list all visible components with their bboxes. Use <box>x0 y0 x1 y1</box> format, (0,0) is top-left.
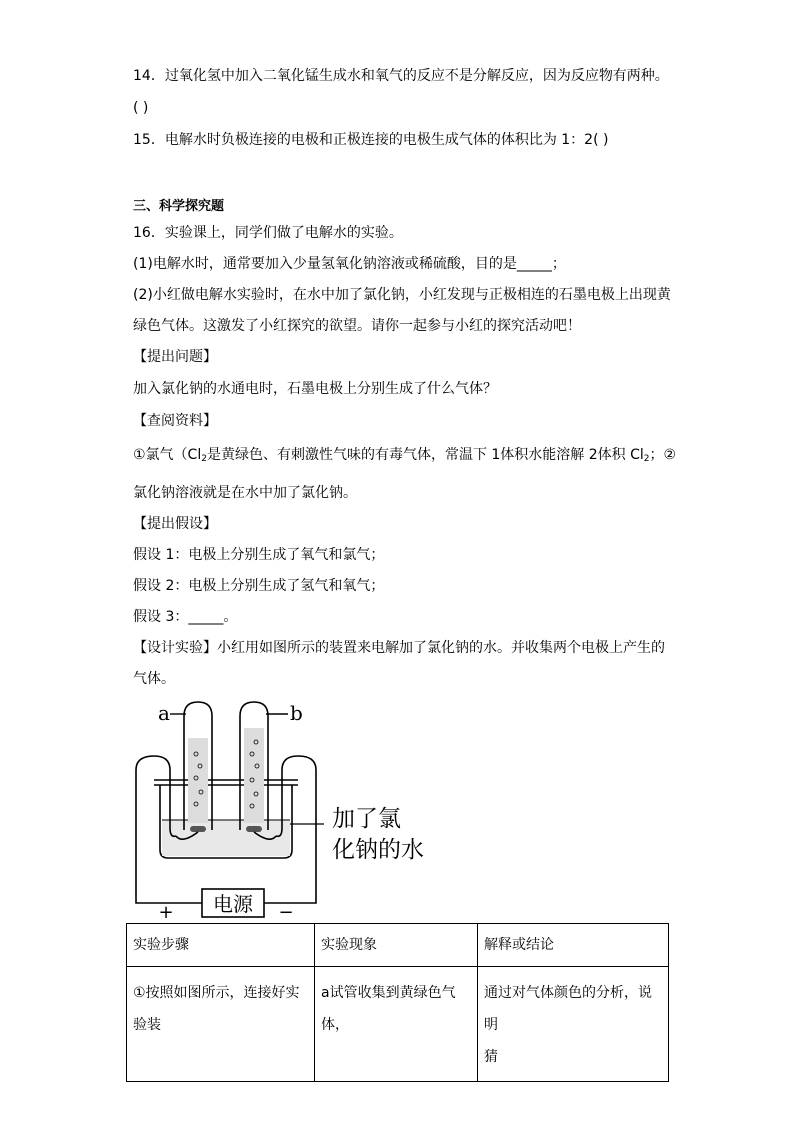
hypothesis-2: 假设 2：电极上分别生成了氢气和氧气； <box>133 578 385 594</box>
electrode-b <box>246 826 262 832</box>
hypothesis-3: 假设 3：_____。 <box>133 609 238 625</box>
ref-subscript: 2 <box>201 454 207 464</box>
cell-conclusion <box>478 967 669 1082</box>
ask-text: 加入氯化钠的水通电时，石墨电极上分别生成了什么气体？ <box>133 381 497 397</box>
electrolysis-diagram <box>126 698 446 923</box>
header-conclusion: 解释或结论 <box>478 924 669 967</box>
power-label: 电源 <box>213 892 253 916</box>
table-header-row <box>127 924 669 967</box>
header-observation: 实验现象 <box>315 924 478 967</box>
design-line2: 气体。 <box>133 671 175 687</box>
plus-label: + <box>158 902 174 923</box>
q16-part1: (1)电解水时，通常要加入少量氢氧化钠溶液或稀硫酸，目的是_____； <box>133 256 566 272</box>
tube-a-label: a <box>158 701 170 725</box>
test-tube-a <box>184 702 212 830</box>
reference-heading: 【查阅资料】 <box>133 413 217 429</box>
design-line1: 【设计实验】小红用如图所示的装置来电解加了氯化钠的水。并收集两个电极上产生的 <box>133 640 665 656</box>
water-label-line2: 化钠的水 <box>332 837 424 863</box>
minus-label: − <box>278 902 294 923</box>
tube-b-label: b <box>290 701 303 725</box>
section-title: 三、科学探究题 <box>133 199 225 214</box>
ref-text-b: 是黄绿色、有刺激性气味的有毒气体，常温下 1体积水能溶解 2体积 Cl <box>206 447 644 463</box>
cell-obs-line2: 体， <box>321 1017 349 1033</box>
ref-text-a: ①氯气（Cl <box>133 447 202 463</box>
cell-step-line2: 验装 <box>133 1017 161 1033</box>
reference-line1 <box>133 445 676 469</box>
water-label-line1: 加了氯 <box>332 806 401 832</box>
q16-part2-line1: (2)小红做电解水实验时，在水中加了氯化钠，小红发现与正极相连的石墨电极上出现黄 <box>133 287 671 303</box>
cell-obs-line1: a试管收集到黄绿色气 <box>321 985 456 1001</box>
q14-text: 14．过氧化氢中加入二氧化锰生成水和氧气的反应不是分解反应，因为反应物有两种。 <box>133 68 669 84</box>
q16-part2-line2: 绿色气体。这激发了小红探究的欲望。请你一起参与小红的探究活动吧！ <box>133 318 581 334</box>
table-row <box>127 967 669 1082</box>
electrode-a <box>190 826 206 832</box>
cell-concl-line1: 通过对气体颜色的分析，说明 <box>484 985 652 1033</box>
test-tube-b <box>240 702 268 830</box>
q15-text: 15．电解水时负极连接的电极和正极连接的电极生成气体的体积比为 1：2( ) <box>133 132 609 148</box>
cell-step <box>127 967 315 1082</box>
hypothesis-1: 假设 1：电极上分别生成了氧气和氯气； <box>133 547 385 563</box>
q16-intro: 16．实验课上，同学们做了电解水的实验。 <box>133 225 403 241</box>
cell-observation <box>315 967 478 1082</box>
reference-line2: 氯化钠溶液就是在水中加了氯化钠。 <box>133 485 357 501</box>
cell-concl-line2: 猜 <box>484 1049 498 1065</box>
q14-answer-blank: ( ) <box>133 100 149 116</box>
ref-text-c: ；② <box>649 447 677 463</box>
experiment-table <box>126 923 669 1082</box>
header-step: 实验步骤 <box>127 924 315 967</box>
ask-heading: 【提出问题】 <box>133 349 217 365</box>
cell-step-line1: ①按照如图所示，连接好实 <box>133 985 300 1001</box>
ref-subscript-2: 2 <box>643 454 650 464</box>
water <box>162 820 290 856</box>
hypothesis-heading: 【提出假设】 <box>133 516 217 532</box>
